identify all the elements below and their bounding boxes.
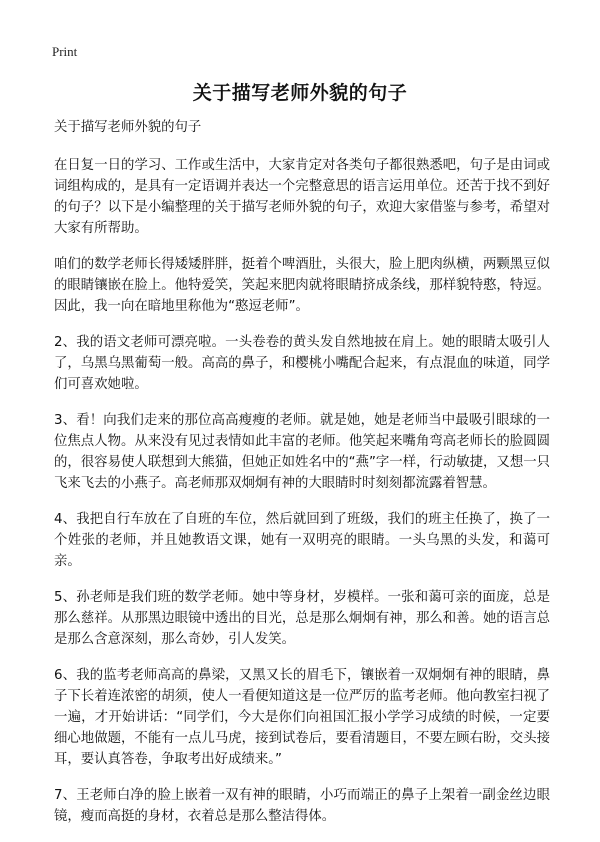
paragraph-6: 6、我的监考老师高高的鼻梁，又黑又长的眉毛下，镶嵌着一双炯炯有神的眼睛，鼻子下长着连浓密的胡须，使人一看便知道这是一位严厉的监考老师。他向教室扫视了一遍，才开始讲话：“同学们，今大是你们向祖国汇报小学学习成绩的时候，一定要细心地做题，不能有一点儿马虎，接到试卷后，要看清题目，不要左顾右盼，交头接耳，要认真答卷，争取考出好成绩来。” [54,668,550,767]
paragraph-3: 3、看！向我们走来的那位高高瘦瘦的老师。就是她，她是老师当中最吸引眼球的一位焦点人物。从来没有见过表情如此丰富的老师。他笑起来嘴角弯高老师长的脸圆圆的，很容易使人联想到大熊猫，但她正如姓名中的“燕”字一样，行动敏捷，又想一只飞来飞去的小燕子。高老师那双炯炯有神的大眼睛时时刻刻都流露着智慧。 [54,413,550,491]
paragraph-4: 4、我把自行车放在了自班的车位，然后就回到了班级，我们的班主任换了，换了一个姓张的老师，并且她教语文课，她有一双明亮的眼睛。一头乌黑的头发，和蔼可亲。 [54,512,550,569]
print-link[interactable]: Print [52,44,78,59]
article-body [54,117,550,842]
page-title: 关于描写老师外貌的句子 [192,82,408,104]
paragraph-7: 7、王老师白净的脸上嵌着一双有神的眼睛，小巧而端正的鼻子上架着一副金丝边眼镜，瘦而高挺的身材，衣着总是那么整洁得体。 [54,788,550,824]
article-subtitle: 关于描写老师外貌的句子 [54,120,202,135]
paragraph-math-teacher: 咱们的数学老师长得矮矮胖胖，挺着个啤酒肚，头很大，脸上肥肉纵横，两颗黑豆似的眼睛镶嵌在脸上。他特爱笑，笑起来肥肉就将眼睛挤成条线，那样貌特憨，特逗。因此，我一向在暗地里称他为“憨逗老师”。 [54,257,550,314]
paragraph-5: 5、孙老师是我们班的数学老师。她中等身材，岁模样。一张和蔼可亲的面庞，总是那么慈祥。从那黑边眼镜中透出的目光，总是那么炯炯有神，那么和善。她的语言总是那么含意深刻，那么奇妙，引人发笑。 [54,590,550,647]
paragraph-intro: 在日复一日的学习、工作或生活中，大家肯定对各类句子都很熟悉吧，句子是由词或词组构成的，是具有一定语调并表达一个完整意思的语言运用单位。还苦于找不到好的句子？以下是小编整理的关于描写老师外貌的句子，欢迎大家借鉴与参考，希望对大家有所帮助。 [54,158,550,236]
paragraph-2: 2、我的语文老师可漂亮啦。一头卷卷的黄头发自然地披在肩上。她的眼睛太吸引人了，乌黑乌黑葡萄一般。高高的鼻子，和樱桃小嘴配合起来，有点混血的味道，同学们可喜欢她啦。 [54,335,550,392]
